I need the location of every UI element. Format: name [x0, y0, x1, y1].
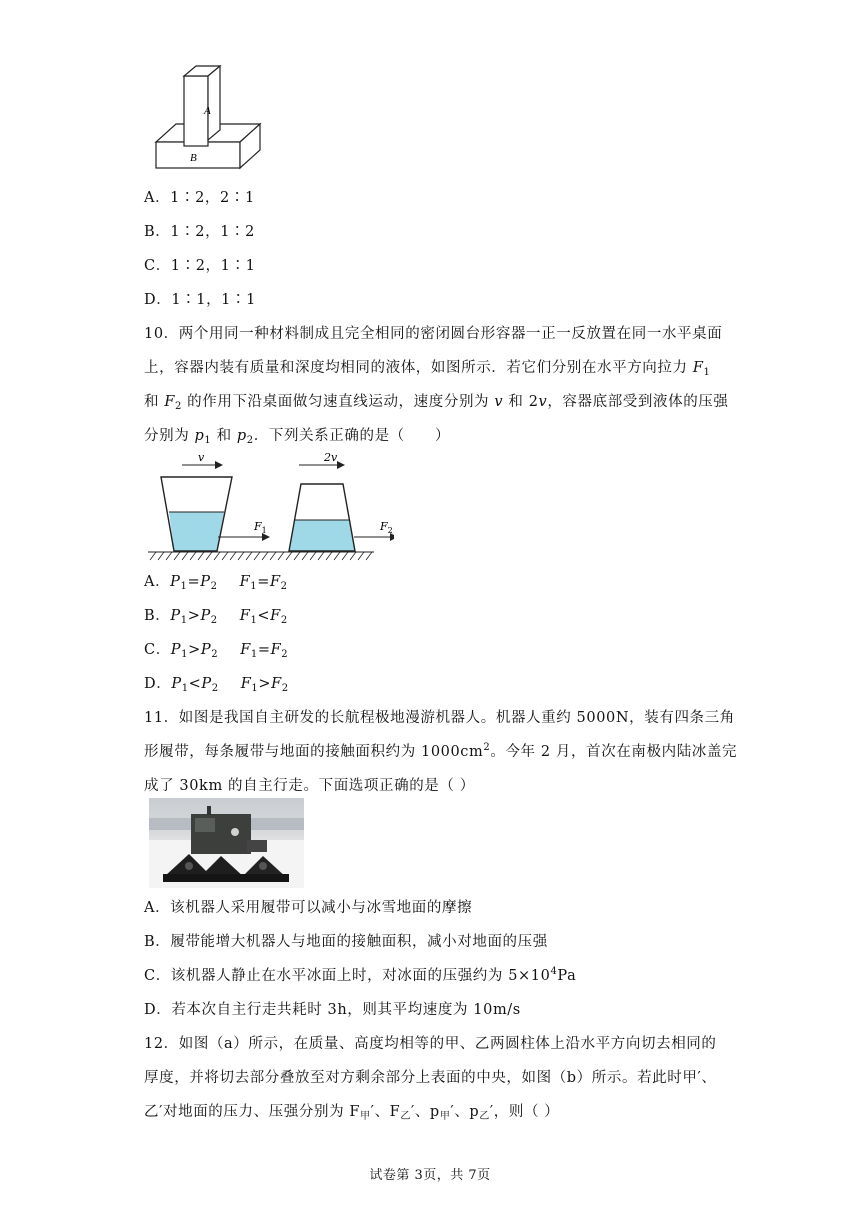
ground-hatching [150, 552, 372, 560]
blocks-figure [150, 64, 270, 174]
q12-line-2: 厚度，并将切去部分叠放至对方剩余部分上表面的中央，如图（b）所示。若此时甲′、 [144, 1070, 717, 1086]
containers-figure [144, 450, 394, 565]
liquid-2 [289, 520, 355, 551]
q11-option-d: D．若本次自主行走共耗时 3h，则其平均速度为 10m/s [144, 1002, 521, 1018]
q9-option-a: A．1∶2，2∶1 [144, 190, 255, 206]
q11-option-c: C．该机器人静止在水平冰面上时，对冰面的压强约为 $5\times 10^4Pa$ [144, 966, 577, 984]
q11-line-2: 形履带，每条履带与地面的接触面积约为 $1000cm^2$。今年 2 月，首次在南极内陆冰盖完 [144, 742, 738, 760]
velocity-label-1: v [198, 451, 205, 464]
q12-line-3: 乙′对地面的压力、压强分别为 $F_甲'$、$F_乙'$、$p_甲'$、$p_乙'$，则（ ） [144, 1104, 560, 1122]
q11-option-b: B．履带能增大机器人与地面的接触面积，减小对地面的压强 [144, 934, 548, 950]
q10-option-b: B．$P_1>P_2$ $F_1<F_2$ [144, 608, 288, 626]
q10-line-1: 10．两个用同一种材料制成且完全相同的密闭圆台形容器一正一反放置在同一水平桌面 [144, 326, 723, 342]
q12-line-1: 12．如图（a）所示，在质量、高度均相等的甲、乙两圆柱体上沿水平方向切去相同的 [144, 1036, 717, 1052]
q10-line-3: 和 $F_2$ 的作用下沿桌面做匀速直线运动，速度分别为 v 和 2v，容器底部受到液体的压强 [144, 394, 729, 412]
robot-icon [149, 798, 304, 888]
q9-option-c: C．1∶2，1∶1 [144, 258, 256, 274]
q11-line-1: 11．如图是我国自主研发的长航程极地漫游机器人。机器人重约 5000N，装有四条三角 [144, 710, 735, 726]
q9-option-d: D．1∶1，1∶1 [144, 292, 256, 308]
block-a-label: A [204, 105, 211, 117]
q10-option-c: C．$P_1>P_2$ $F_1=F_2$ [144, 642, 289, 660]
robot-photo [149, 798, 304, 888]
force-label-2: $F_2$ [380, 520, 393, 535]
page-footer: 试卷第 3页，共 7页 [369, 1168, 491, 1183]
q10-option-d: D．$P_1<P_2$ $F_1>F_2$ [144, 676, 289, 694]
q11-line-3: 成了 30km 的自主行走。下面选项正确的是（ ） [144, 778, 475, 794]
block-b-label: B [190, 152, 197, 164]
velocity-label-2: 2v [324, 451, 338, 464]
force-label-1: $F_1$ [254, 520, 267, 535]
liquid-1 [169, 512, 224, 551]
q10-option-a: A．$P_1=P_2$ $F_1=F_2$ [144, 574, 288, 592]
q9-option-b: B．1∶2，1∶2 [144, 224, 255, 240]
q11-option-a: A．该机器人采用履带可以减小与冰雪地面的摩擦 [144, 900, 473, 916]
q10-line-4: 分别为 $p_1$ 和 $p_2$．下列关系正确的是（ ） [144, 428, 451, 446]
q10-line-2: 上，容器内装有质量和深度均相同的液体，如图所示．若它们分别在水平方向拉力 $F_1$ [144, 360, 711, 378]
